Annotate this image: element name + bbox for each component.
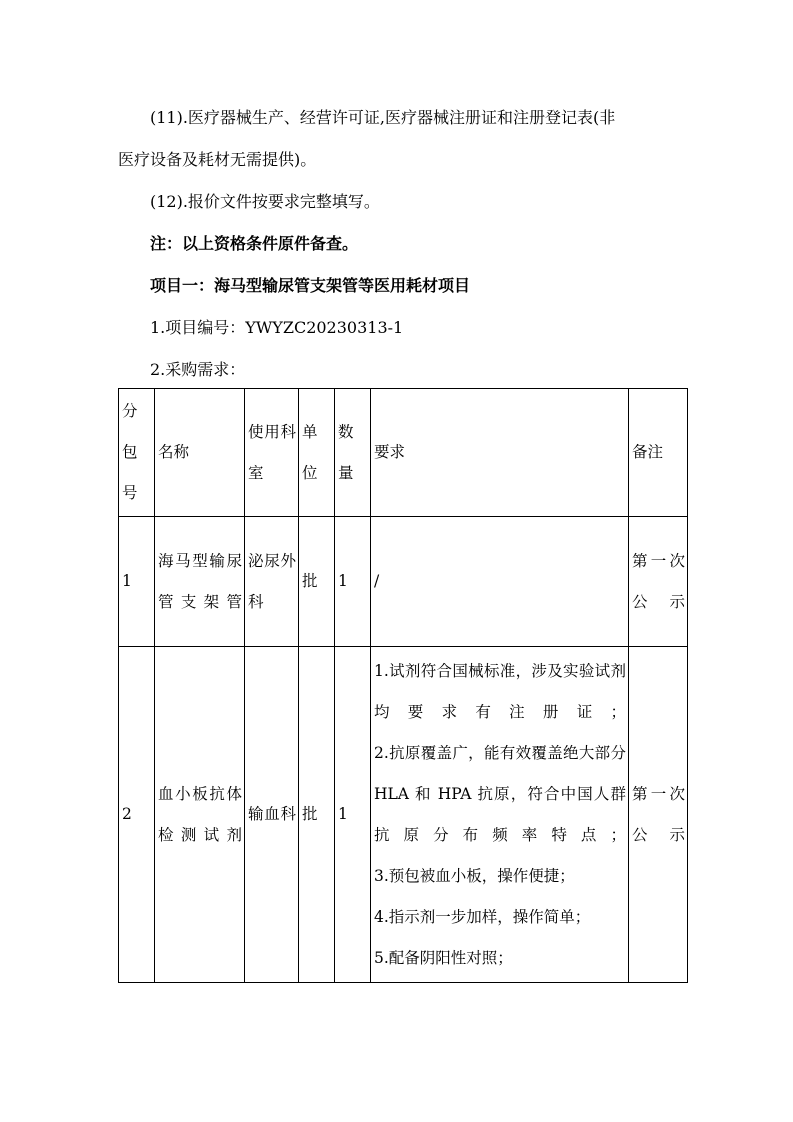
- row2-remarks: 第一次公示: [629, 647, 688, 983]
- row2-department: 输血科: [245, 647, 299, 983]
- requirement-item: 3.预包被血小板，操作便捷；: [374, 866, 575, 885]
- paragraph-11-line1: (11).医疗器械生产、经营许可证,医疗器械注册证和注册登记表(非: [150, 108, 616, 127]
- row2-unit: 批: [299, 647, 335, 983]
- purchase-need-label: 2.采购需求：: [150, 360, 246, 379]
- header-unit: 单位: [299, 389, 335, 517]
- header-requirements: 要求: [371, 389, 629, 517]
- header-package-no: 分包号: [119, 389, 155, 517]
- row2-quantity: 1: [335, 647, 371, 983]
- requirements-table: [118, 388, 688, 983]
- header-quantity: 数量: [335, 389, 371, 517]
- project-title: 项目一：海马型输尿管支架管等医用耗材项目: [150, 276, 471, 295]
- table-row: [119, 647, 688, 983]
- row2-requirements: [371, 647, 629, 983]
- requirement-item: 5.配备阴阳性对照；: [374, 948, 513, 967]
- header-remarks: 备注: [629, 389, 688, 517]
- table-header-row: [119, 389, 688, 517]
- row1-remarks: 第一次公示: [629, 517, 688, 647]
- row1-unit: 批: [299, 517, 335, 647]
- table-row: [119, 517, 688, 647]
- row2-name: 血小板抗体检测试剂: [155, 647, 245, 983]
- requirement-item: 4.指示剂一步加样，操作简单；: [374, 907, 591, 926]
- row2-package-no: 2: [119, 647, 155, 983]
- paragraph-12: (12).报价文件按要求完整填写。: [150, 192, 380, 211]
- row1-department: 泌尿外科: [245, 517, 299, 647]
- row1-quantity: 1: [335, 517, 371, 647]
- header-name: 名称: [155, 389, 245, 517]
- paragraph-11-line2: 医疗设备及耗材无需提供)。: [118, 150, 317, 169]
- requirement-item: 1.试剂符合国械标准，涉及实验试剂均要求有注册证；: [374, 661, 626, 721]
- row1-package-no: 1: [119, 517, 155, 647]
- note-line: 注：以上资格条件原件备查。: [150, 234, 359, 253]
- header-department: 使用科室: [245, 389, 299, 517]
- row1-requirements: /: [371, 517, 629, 647]
- row1-name: 海马型输尿管支架管: [155, 517, 245, 647]
- project-number: 1.项目编号：YWYZC20230313-1: [150, 318, 404, 337]
- requirement-item: 2.抗原覆盖广，能有效覆盖绝大部分 HLA 和 HPA 抗原，符合中国人群抗原分布频率特点；: [374, 743, 626, 844]
